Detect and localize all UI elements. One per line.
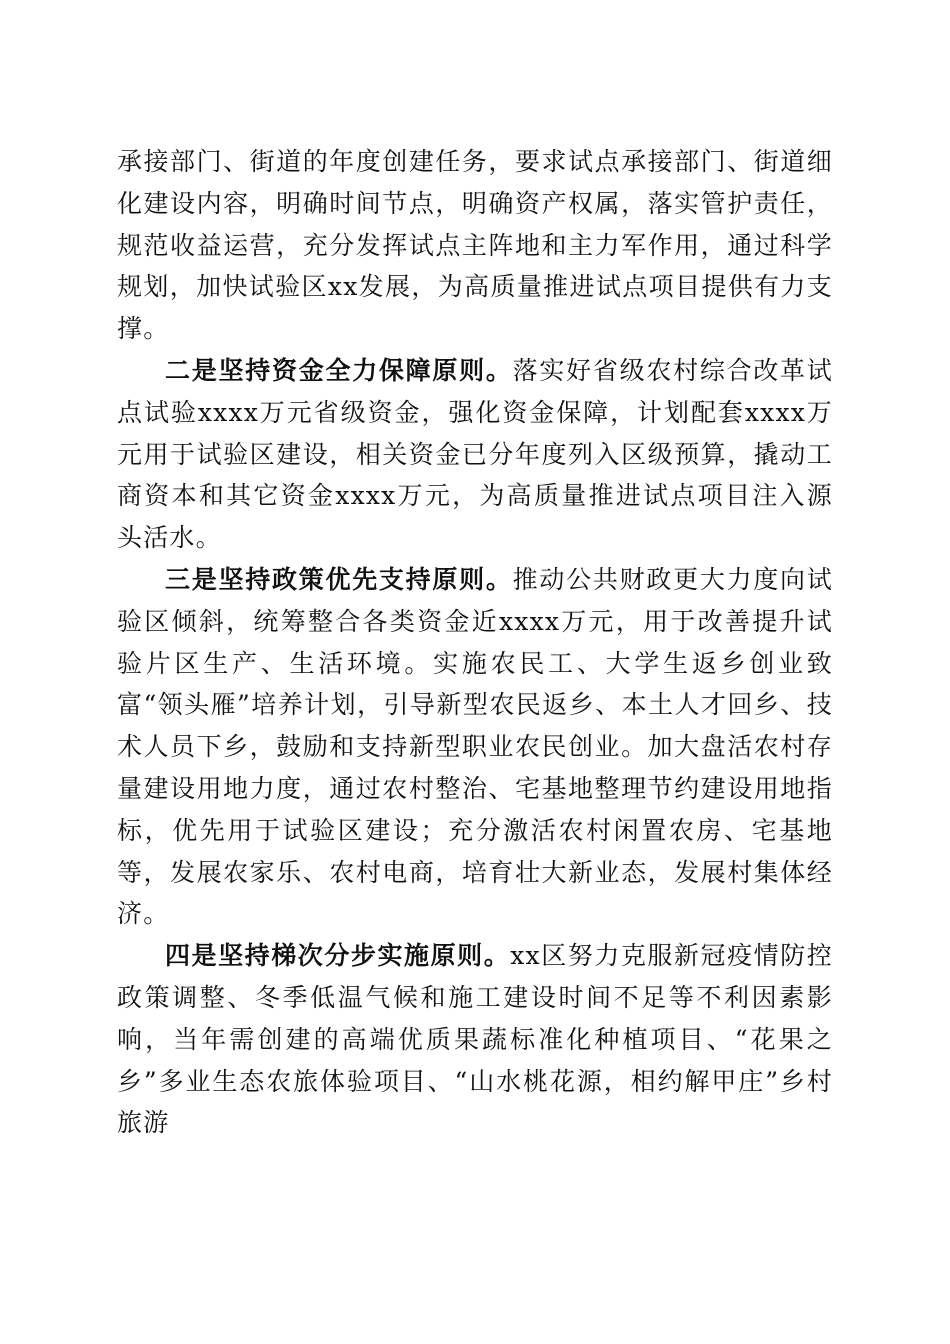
paragraph-1-text: 承接部门、街道的年度创建任务，要求试点承接部门、街道细化建设内容，明确时间节点，明确资产权属，落实管护责任，规范收益运营，充分发挥试点主阵地和主力军作用，通过科学规划，加快试验区xx发展，为高质量推进试点项目提供有力支撑。 — [117, 147, 833, 344]
paragraph-2-text: 落实好省级农村综合改革试点试验xxxx万元省级资金，强化资金保障，计划配套xxxx万元用于试验区建设，相关资金已分年度列入区级预算，撬动工商资本和其它资金xxxx万元，为高质量推进试点项目注入源头活水。 — [117, 355, 833, 553]
paragraph-policy-support — [117, 559, 833, 935]
paragraph-3-text: 推动公共财政更大力度向试验区倾斜，统筹整合各类资金近xxxx万元，用于改善提升试验片区生产、生活环境。实施农民工、大学生返乡创业致富“领头雁”培养计划，引导新型农民返乡、本土人才回乡、技术人员下乡，鼓励和支持新型职业农民创业。加大盘活农村存量建设用地力度，通过农村整治、宅基地整理节约建设用地指标，优先用于试验区建设；充分激活农村闲置农房、宅基地等，发展农家乐、农村电商，培育壮大新业态，发展村集体经济。 — [117, 564, 833, 929]
paragraph-4-text: xx区努力克服新冠疫情防控政策调整、冬季低温气候和施工建设时间不足等不利因素影响，当年需创建的高端优质果蔬标准化种植项目、“花果之乡”多业生态农旅体验项目、“山水桃花源，相约解甲庄”乡村旅游 — [117, 941, 833, 1138]
paragraph-fund-guarantee — [117, 350, 833, 559]
paragraph-continuation — [117, 141, 833, 350]
paragraph-3-heading: 三是坚持政策优先支持原则。 — [165, 564, 513, 594]
paragraph-4-heading: 四是坚持梯次分步实施原则。 — [165, 941, 511, 971]
paragraph-phased-implementation — [117, 935, 833, 1144]
paragraph-2-heading: 二是坚持资金全力保障原则。 — [165, 355, 513, 385]
document-body — [117, 141, 833, 1144]
